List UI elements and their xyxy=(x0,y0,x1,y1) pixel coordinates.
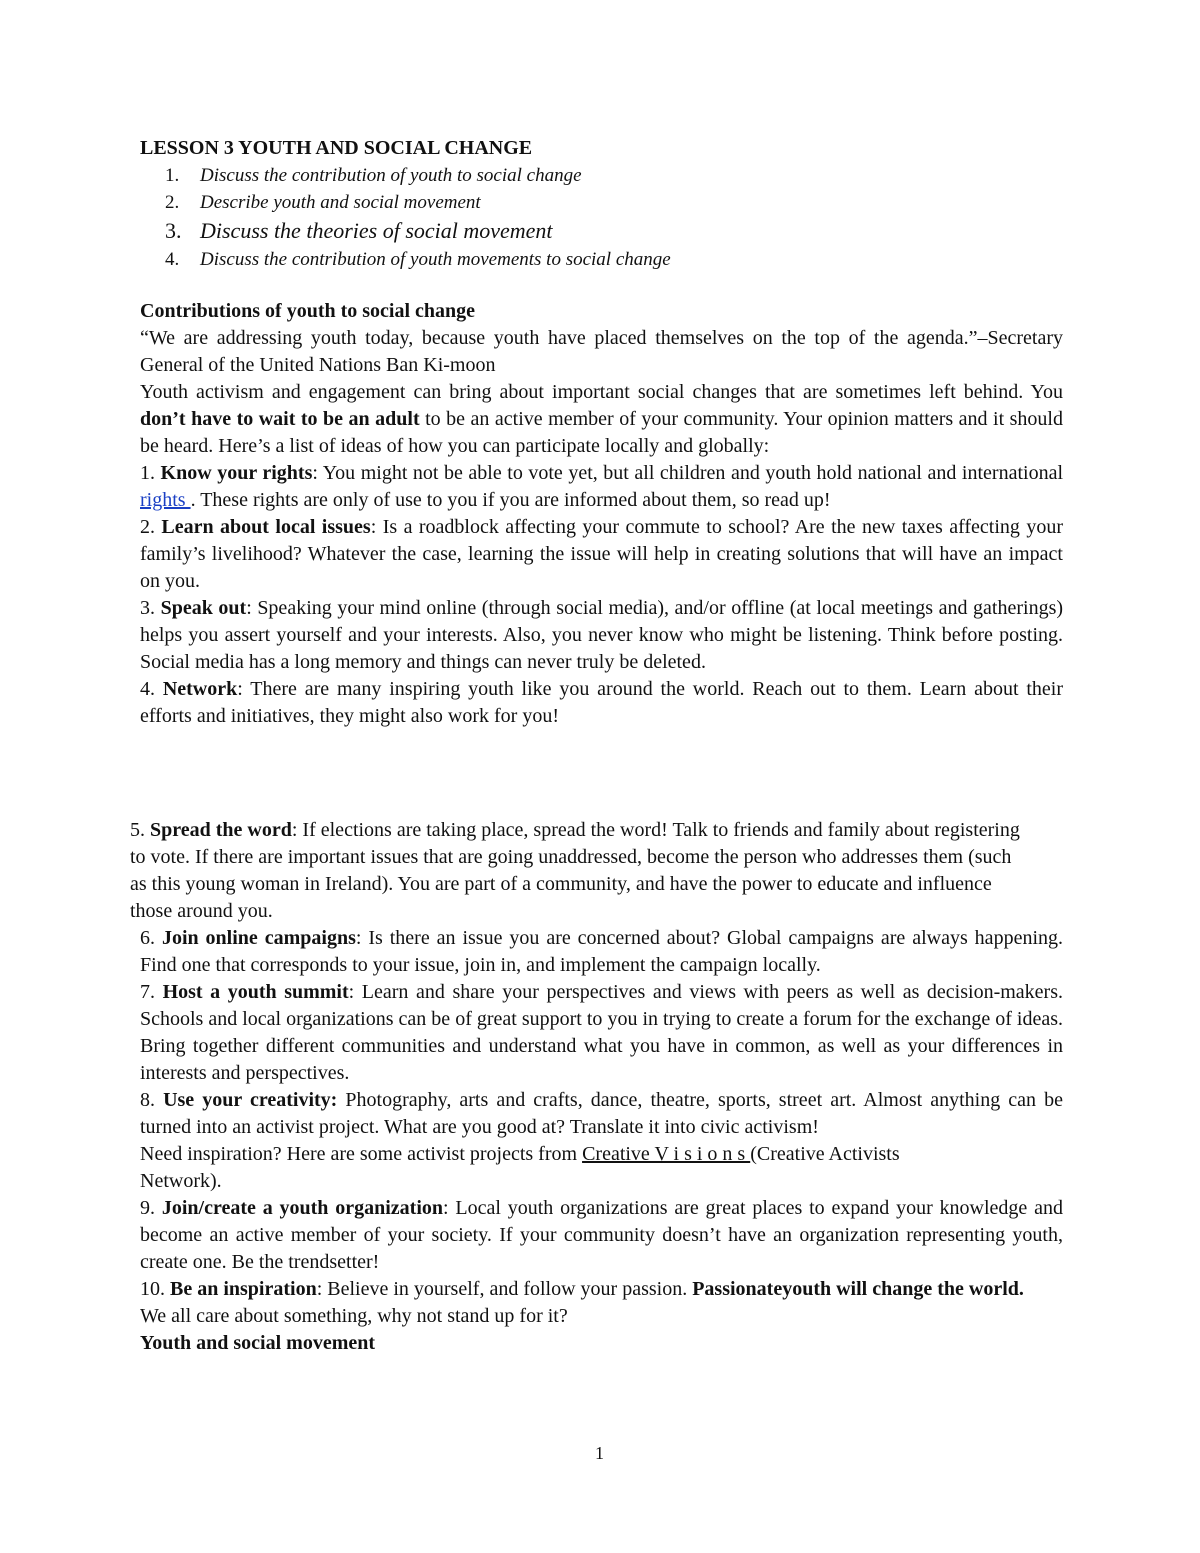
inspiration-paragraph: Need inspiration? Here are some activist projects from Creative V i s i o n s (Creative Activists Network). xyxy=(140,1143,900,1192)
rights-link[interactable]: rights xyxy=(140,489,191,511)
list-item: 4. Network: There are many inspiring youth like you around the world. Reach out to them. Learn about their efforts and initiatives, they might also work for you! xyxy=(140,678,1063,727)
creative-visions-link[interactable]: Creative V i s i o n s xyxy=(582,1143,751,1165)
section-item-5 xyxy=(130,817,1020,925)
list-item: 10. Be an inspiration: Believe in yourself, and follow your passion. Passionateyouth will change the world. xyxy=(140,1278,1024,1300)
list-item: 6. Join online campaigns: Is there an issue you are concerned about? Global campaigns are always happening. Find one that corresponds to your issue, join in, and implement the campaign locally. xyxy=(140,927,1063,976)
objective-item: 2. Describe youth and social movement xyxy=(165,192,481,213)
quote-paragraph: “We are addressing youth today, because youth have placed themselves on the top of the agenda.”–Secretary General of the United Nations Ban Ki-moon xyxy=(140,327,1063,376)
list-item: 2. Learn about local issues: Is a roadblock affecting your commute to school? Are the new taxes affecting your family’s livelihood? Whatever the case, learning the issue will help in creating solutions that will have an impact on you. xyxy=(140,516,1063,592)
section-items-continued xyxy=(140,925,1063,1357)
intro-paragraph: Youth activism and engagement can bring about important social changes that are sometimes left behind. You don’t have to wait to be an adult to be an active member of your community. Your opinion matters and it should be heard. Here’s a list of ideas of how you can participate locally and globally: xyxy=(140,381,1063,457)
objective-item: 3. Discuss the theories of social movement xyxy=(165,218,553,243)
page-number: 1 xyxy=(595,1443,604,1463)
closing-paragraph: We all care about something, why not stand up for it? xyxy=(140,1305,568,1327)
lesson-title: LESSON 3 YOUTH AND SOCIAL CHANGE xyxy=(140,137,533,159)
objectives-list xyxy=(165,162,671,273)
list-item: 8. Use your creativity: Photography, arts and crafts, dance, theatre, sports, street art. Almost anything can be turned into an activist project. What are you good at? Translate it into civic activism! xyxy=(140,1089,1063,1138)
section-heading: Contributions of youth to social change xyxy=(140,300,476,322)
section-contributions xyxy=(140,298,1063,730)
list-item: 5. Spread the word: If elections are taking place, spread the word! Talk to friends and family about registering to vote. If there are important issues that are going unaddressed, become the person who addresses them (such as this young woman in Ireland). You are part of a community, and have the power to educate and influence those around you. xyxy=(130,819,1020,922)
objective-item: 4. Discuss the contribution of youth movements to social change xyxy=(165,249,671,270)
list-item: 7. Host a youth summit: Learn and share your perspectives and views with peers as well as decision-makers. Schools and local organizations can be of great support to you in trying to create a forum for the exchange of ideas. Bring together different communities and understand what you have in common, as well as your differences in interests and perspectives. xyxy=(140,981,1063,1084)
list-item: 3. Speak out: Speaking your mind online (through social media), and/or offline (at local meetings and gatherings) helps you assert yourself and your interests. Also, you never know who might be listening. Think before posting. Social media has a long memory and things can never truly be deleted. xyxy=(140,597,1064,673)
list-item: 1. Know your rights: You might not be able to vote yet, but all children and youth hold national and international rights . These rights are only of use to you if you are informed about them, so read up! xyxy=(140,462,1064,511)
objective-item: 1. Discuss the contribution of youth to social change xyxy=(165,165,582,186)
list-item: 9. Join/create a youth organization: Local youth organizations are great places to expand your knowledge and become an active member of your society. If your community doesn’t have an organization representing youth, create one. Be the trendsetter! xyxy=(140,1197,1064,1273)
section-heading: Youth and social movement xyxy=(140,1332,376,1354)
